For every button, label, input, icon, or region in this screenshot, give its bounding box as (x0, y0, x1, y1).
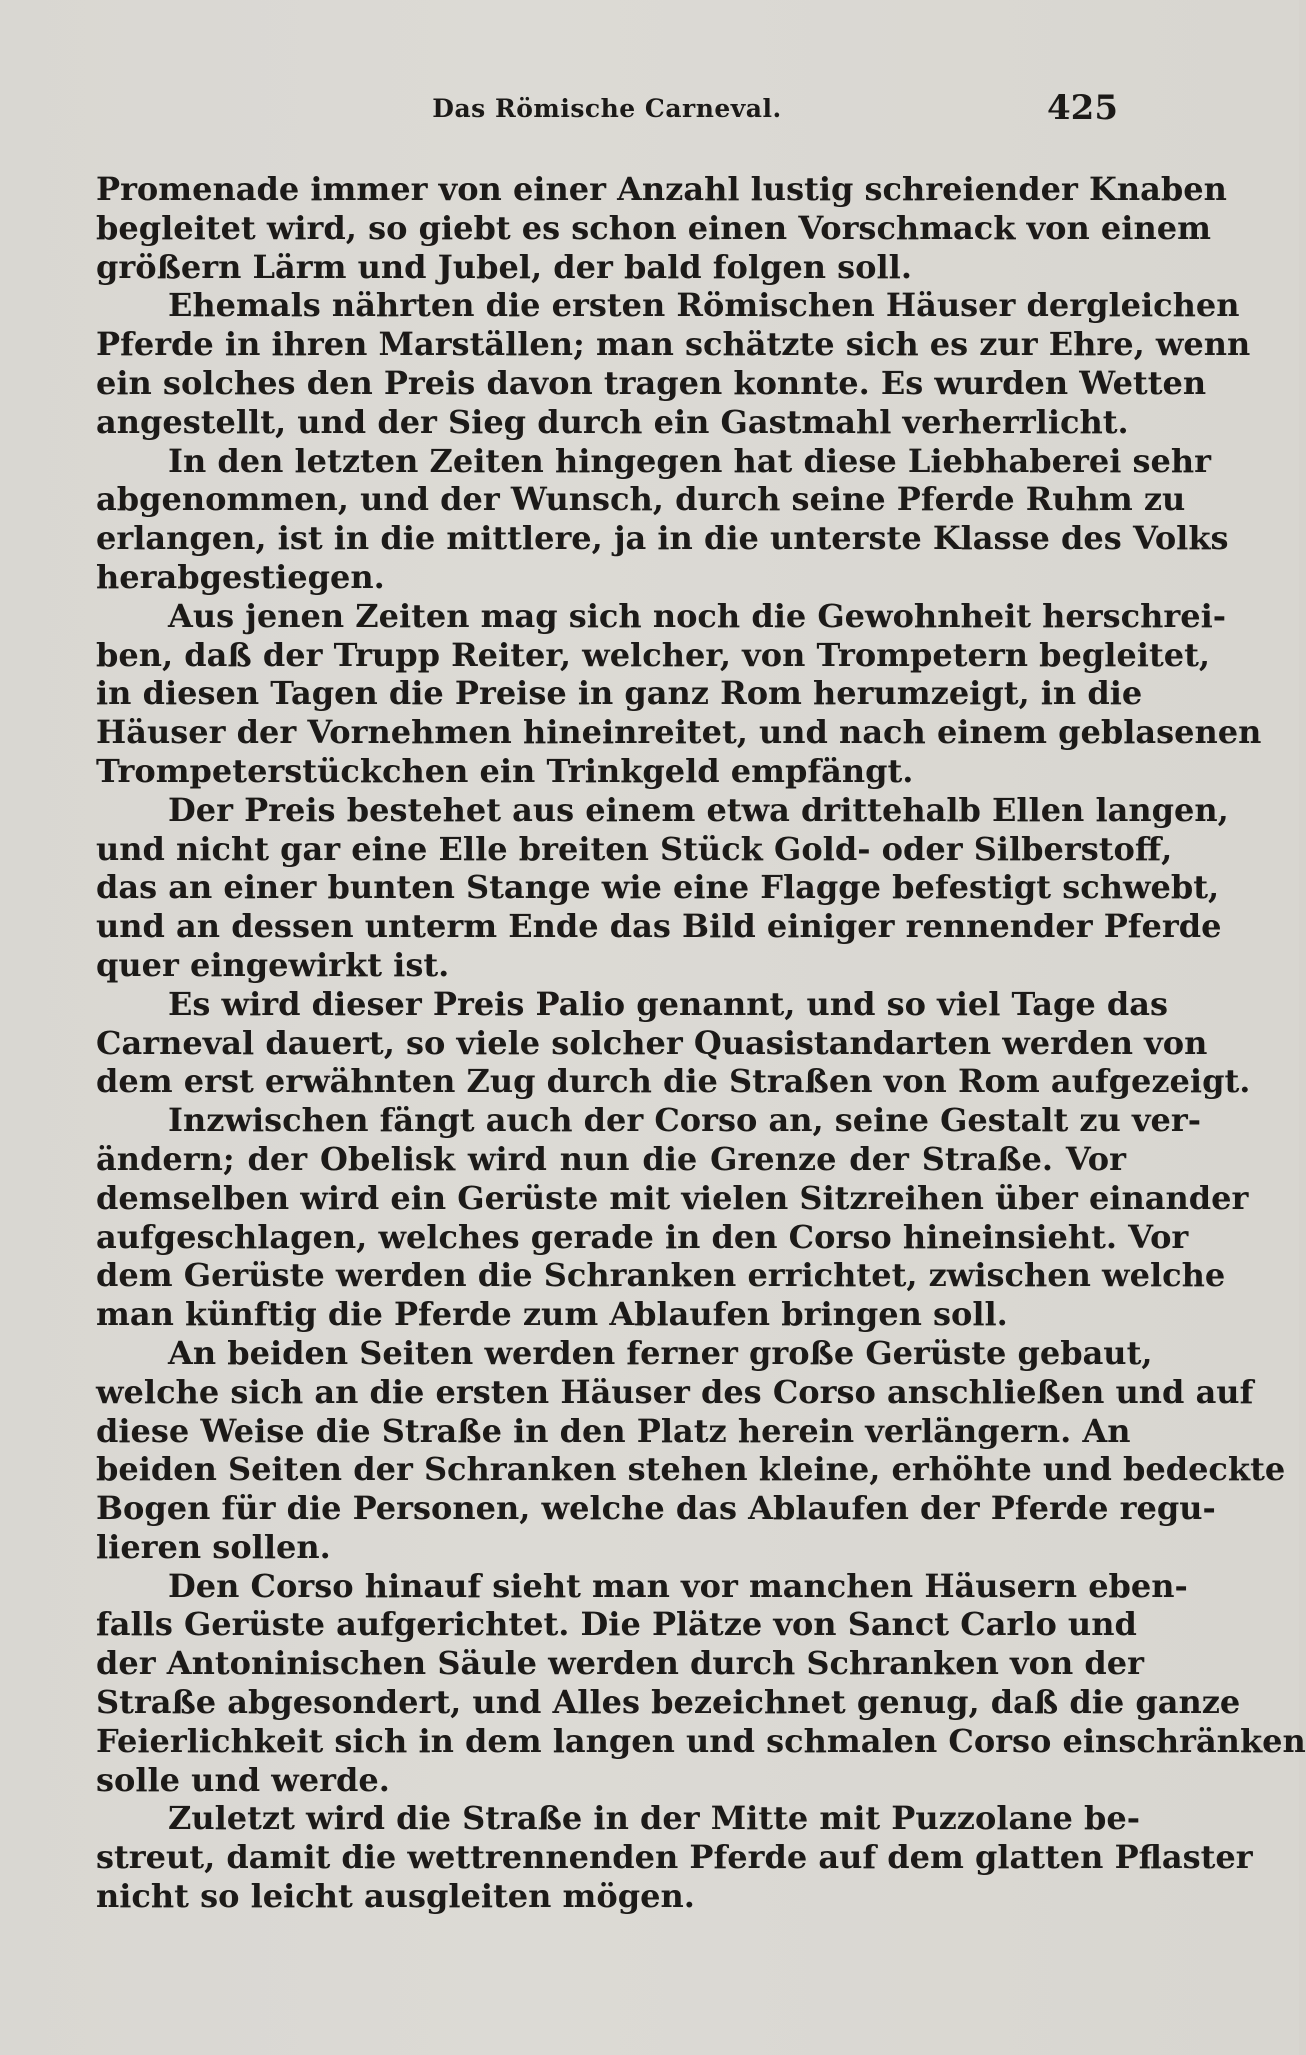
text-line: solle und werde. (96, 1760, 390, 1799)
paragraph (96, 790, 1229, 985)
text-line: Der Preis bestehet aus einem etwa drittehalb Ellen langen, (168, 790, 1229, 829)
text-line: abgenommen, und der Wunsch, durch seine Pferde Ruhm zu (96, 480, 1186, 519)
text-line: dem erst erwähnten Zug durch die Straßen von Rom aufgezeigt. (96, 1062, 1251, 1101)
text-line: aufgeschlagen, welches gerade in den Corso hineinsieht. Vor (96, 1217, 1189, 1256)
paragraph (96, 170, 1227, 286)
text-line: nicht so leicht ausgleiten mögen. (96, 1877, 695, 1916)
paragraph (96, 1799, 1253, 1916)
text-line: welche sich an die ersten Häuser des Corso anschließen und auf (96, 1372, 1254, 1411)
text-line: der Antoninischen Säule werden durch Schranken von der (96, 1644, 1144, 1683)
running-title: Das Römische Carneval. (432, 94, 782, 123)
text-line: man künftig die Pferde zum Ablaufen bringen soll. (96, 1295, 1008, 1334)
paragraph (96, 984, 1251, 1101)
text-line: Häuser der Vornehmen hineinreitet, und nach einem geblasenen (96, 713, 1262, 752)
page-number: 425 (1047, 88, 1118, 128)
paragraph (96, 1566, 1306, 1800)
text-line: Trompeterstückchen ein Trinkgeld empfängt. (96, 751, 914, 790)
body-text (96, 170, 1306, 1916)
text-line: streut, damit die wettrennenden Pferde auf dem glatten Pflaster (96, 1838, 1253, 1877)
paragraph (96, 286, 1251, 441)
running-head (96, 88, 1118, 138)
paragraph (96, 441, 1229, 597)
text-line: dem Gerüste werden die Schranken errichtet, zwischen welche (96, 1256, 1226, 1295)
text-line: Es wird dieser Preis Palio genannt, und so viel Tage das (168, 984, 1168, 1023)
text-line: Bogen für die Personen, welche das Ablaufen der Pferde regu- (96, 1489, 1216, 1528)
text-line: Den Corso hinauf sieht man vor manchen Häusern eben- (168, 1566, 1188, 1605)
paragraph (96, 1101, 1249, 1334)
text-line: Zuletzt wird die Straße in der Mitte mit Puzzolane be- (168, 1799, 1140, 1838)
text-line: demselben wird ein Gerüste mit vielen Sitzreihen über einander (96, 1178, 1249, 1217)
text-line: erlangen, ist in die mittlere, ja in die unterste Klasse des Volks (96, 519, 1229, 558)
text-line: Ehemals nährten die ersten Römischen Häuser dergleichen (168, 286, 1240, 325)
text-line: und an dessen unterm Ende das Bild einiger rennender Pferde (96, 907, 1222, 946)
text-line: lieren sollen. (96, 1527, 331, 1566)
text-line: in diesen Tagen die Preise in ganz Rom herumzeigt, in die (96, 674, 1143, 713)
text-line: Inzwischen fängt auch der Corso an, seine Gestalt zu ver- (168, 1101, 1202, 1140)
text-line: Feierlichkeit sich in dem langen und schmalen Corso einschränken (96, 1721, 1306, 1760)
text-line: diese Weise die Straße in den Platz herein verlängern. An (96, 1411, 1131, 1450)
text-line: ein solches den Preis davon tragen konnte. Es wurden Wetten (96, 363, 1207, 402)
text-line: Straße abgesondert, und Alles bezeichnet genug, daß die ganze (96, 1683, 1241, 1722)
text-line: größern Lärm und Jubel, der bald folgen soll. (96, 247, 912, 286)
text-line: angestellt, und der Sieg durch ein Gastmahl verherrlicht. (96, 402, 1129, 441)
text-line: quer eingewirkt ist. (96, 945, 450, 984)
text-line: begleitet wird, so giebt es schon einen Vorschmack von einem (96, 208, 1211, 247)
paragraph (96, 1333, 1286, 1567)
text-line: herabgestiegen. (96, 557, 385, 596)
text-line: Aus jenen Zeiten mag sich noch die Gewohnheit herschrei- (168, 596, 1227, 635)
text-line: und nicht gar eine Elle breiten Stück Gold- oder Silberstoff, (96, 829, 1173, 868)
text-line: In den letzten Zeiten hingegen hat diese Liebhaberei sehr (168, 441, 1211, 480)
text-line: das an einer bunten Stange wie eine Flagge befestigt schwebt, (96, 868, 1220, 907)
text-line: falls Gerüste aufgerichtet. Die Plätze von Sanct Carlo und (96, 1605, 1137, 1644)
text-line: Promenade immer von einer Anzahl lustig schreiender Knaben (96, 170, 1227, 208)
text-line: ändern; der Obelisk wird nun die Grenze der Straße. Vor (96, 1139, 1126, 1178)
text-line: ben, daß der Trupp Reiter, welcher, von Trompetern begleitet, (96, 635, 1210, 674)
paragraph (96, 596, 1262, 791)
text-line: Pferde in ihren Marställen; man schätzte sich es zur Ehre, wenn (96, 325, 1251, 364)
text-line: Carneval dauert, so viele solcher Quasistandarten werden von (96, 1023, 1208, 1062)
text-line: beiden Seiten der Schranken stehen kleine, erhöhte und bedeckte (96, 1450, 1286, 1489)
text-line: An beiden Seiten werden ferner große Gerüste gebaut, (168, 1333, 1153, 1372)
